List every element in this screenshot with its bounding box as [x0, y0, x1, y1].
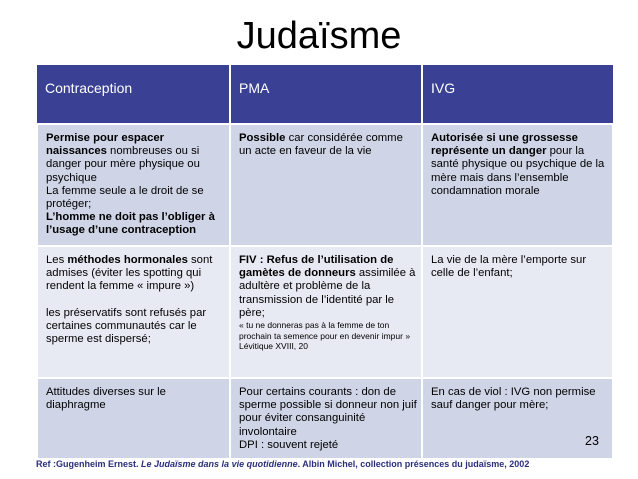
page-number: 23	[585, 434, 599, 448]
cell-text: Attitudes diverses sur le diaphragme	[46, 386, 166, 412]
reference-footnote	[36, 459, 529, 469]
cell-text: les préservatifs sont refusés par certaines communautés car le sperme est dispersé;	[46, 306, 207, 346]
cell-text: assimilée à adultère et problème de la transmission de l’identité par le père;	[239, 267, 416, 319]
reference-prefix: Ref :Gugenheim Ernest.	[36, 459, 142, 469]
cell-text: nombreuses ou si danger pour mère physique ou psychique	[46, 145, 200, 184]
cell-text: FIV : Refus de l’utilisation de gamètes de donneurs	[239, 254, 394, 280]
slide-title: Judaïsme	[236, 15, 402, 57]
cell-text: La femme seule a le droit de se protéger;	[46, 184, 204, 211]
header-pma: PMA	[230, 65, 422, 124]
cell-text: DPI : souvent rejeté	[239, 438, 339, 451]
header-contraception: Contraception	[37, 65, 230, 124]
cell-contraception	[37, 378, 230, 459]
cell-text: Permise pour espacer	[46, 132, 165, 144]
cell-contraception	[37, 124, 230, 246]
cell-text: car considérée comme un acte en faveur de la vie	[239, 132, 403, 158]
cell-quote: « tu ne donneras pas à la femme de ton prochain ta semence pour en devenir impur » Lévitique XVIII, 20	[239, 320, 411, 352]
reference-suffix: . Albin Michel, collection présences du judaïsme, 2002	[297, 459, 530, 469]
cell-ivg	[422, 124, 613, 246]
comparison-table	[36, 65, 614, 460]
table-row	[37, 378, 613, 459]
cell-pma	[230, 246, 422, 378]
table-header-row	[37, 65, 613, 124]
cell-text: méthodes hormonales	[67, 254, 188, 266]
cell-text: Les	[46, 254, 68, 266]
cell-ivg	[422, 246, 613, 378]
cell-text: En cas de viol : IVG non permise sauf danger pour mère;	[431, 386, 596, 412]
cell-text: La vie de la mère l’emporte sur celle de l’enfant;	[431, 254, 587, 280]
cell-text: Pour certains courants : don de sperme possible si donneur non juif pour éviter consanguinité involontaire	[239, 386, 417, 438]
cell-text: pour la santé physique ou psychique de la mère mais dans l’ensemble condamnation morale	[431, 145, 605, 197]
cell-text: naissances	[46, 145, 107, 158]
table-row	[37, 246, 613, 378]
cell-pma	[230, 378, 422, 459]
table-row	[37, 124, 613, 246]
cell-text: Possible	[239, 132, 286, 144]
cell-pma	[230, 124, 422, 246]
cell-text: L’homme ne doit pas l’obliger à l’usage d’une contraception	[46, 211, 215, 237]
cell-text: sont admises (éviter les spotting qui rendent la femme « impure »)	[46, 254, 213, 293]
header-ivg: IVG	[422, 65, 613, 124]
reference-title: Le Judaïsme dans la vie quotidienne	[141, 459, 298, 469]
cell-contraception	[37, 246, 230, 378]
cell-text: Autorisée si une grossesse représente un danger	[431, 132, 578, 158]
